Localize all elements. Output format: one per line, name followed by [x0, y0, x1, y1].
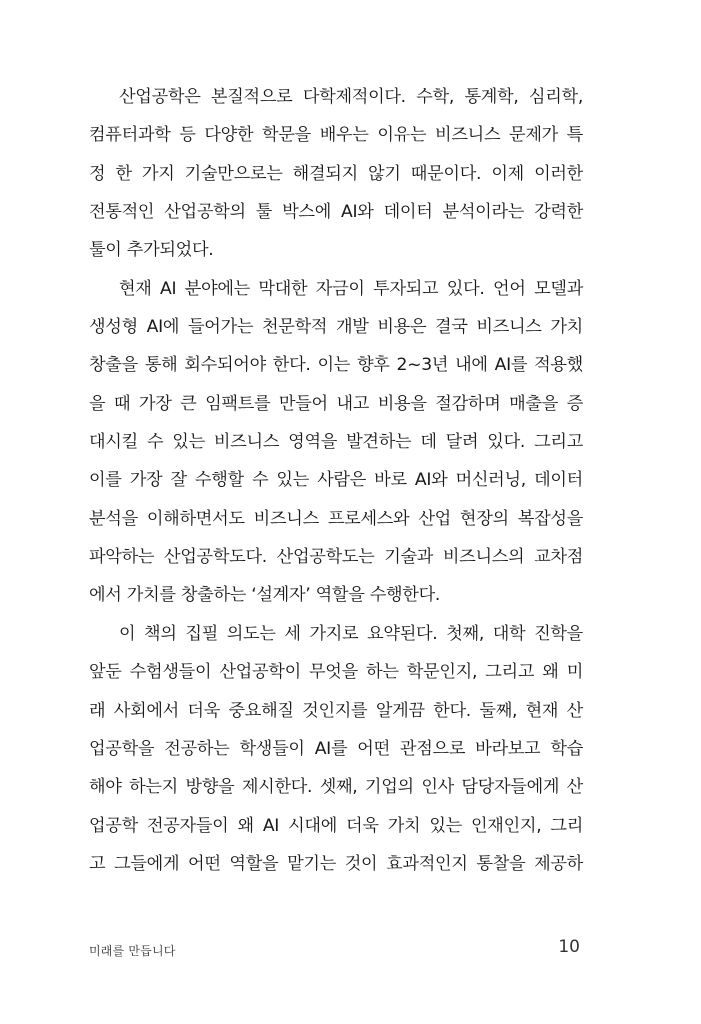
page-number: 10	[558, 937, 580, 957]
paragraph-1-line-3: 정 한 가지 기술만으로는 해결되지 않기 때문이다. 이제 이러한	[89, 163, 583, 184]
paragraph-3-line-4: 업공학을 전공하는 학생들이 AI를 어떤 관점으로 바라보고 학습	[89, 738, 583, 759]
paragraph-2-line-3: 창출을 통해 회수되어야 한다. 이는 향후 2~3년 내에 AI를 적용했	[89, 355, 583, 376]
paragraph-2-line-1: 현재 AI 분야에는 막대한 자금이 투자되고 있다. 언어 모델과	[119, 278, 583, 299]
paragraph-3-line-2: 앞둔 수험생들이 산업공학이 무엇을 하는 학문인지, 그리고 왜 미	[89, 662, 583, 683]
body-text	[89, 78, 583, 883]
paragraph-2-line-4: 을 때 가장 큰 임팩트를 만들어 내고 비용을 절감하며 매출을 증	[89, 393, 583, 414]
paragraph-2-line-5: 대시킬 수 있는 비즈니스 영역을 발견하는 데 달려 있다. 그리고	[89, 432, 583, 453]
paragraph-2-line-6: 이를 가장 잘 수행할 수 있는 사람은 바로 AI와 머신러닝, 데이터	[89, 470, 583, 491]
paragraph-2-line-7: 분석을 이해하면서도 비즈니스 프로세스와 산업 현장의 복잡성을	[89, 508, 583, 529]
paragraph-2-line-8: 파악하는 산업공학도다. 산업공학도는 기술과 비즈니스의 교차점	[89, 547, 583, 568]
paragraph-2-line-9: 에서 가치를 창출하는 ‘설계자’ 역할을 수행한다.	[89, 585, 441, 606]
paragraph-2-line-2: 생성형 AI에 들어가는 천문학적 개발 비용은 결국 비즈니스 가치	[89, 317, 583, 338]
paragraph-1-line-2: 컴퓨터과학 등 다양한 학문을 배우는 이유는 비즈니스 문제가 특	[89, 125, 583, 146]
paragraph-1-line-4: 전통적인 산업공학의 툴 박스에 AI와 데이터 분석이라는 강력한	[89, 202, 583, 223]
footer-book-title: 미래를 만듭니다	[89, 944, 176, 958]
paragraph-1-line-5: 툴이 추가되었다.	[89, 240, 214, 261]
paragraph-3-line-1: 이 책의 집필 의도는 세 가지로 요약된다. 첫째, 대학 진학을	[119, 623, 583, 644]
paragraph-3-line-7: 고 그들에게 어떤 역할을 맡기는 것이 효과적인지 통찰을 제공하	[89, 853, 583, 874]
paragraph-1-line-1: 산업공학은 본질적으로 다학제적이다. 수학, 통계학, 심리학,	[119, 87, 583, 107]
paragraph-3-line-5: 해야 하는지 방향을 제시한다. 셋째, 기업의 인사 담당자들에게 산	[89, 777, 583, 798]
paragraph-3-line-6: 업공학 전공자들이 왜 AI 시대에 더욱 가치 있는 인재인지, 그리	[89, 815, 583, 836]
paragraph-3-line-3: 래 사회에서 더욱 중요해질 것인지를 알게끔 한다. 둘째, 현재 산	[89, 700, 583, 721]
